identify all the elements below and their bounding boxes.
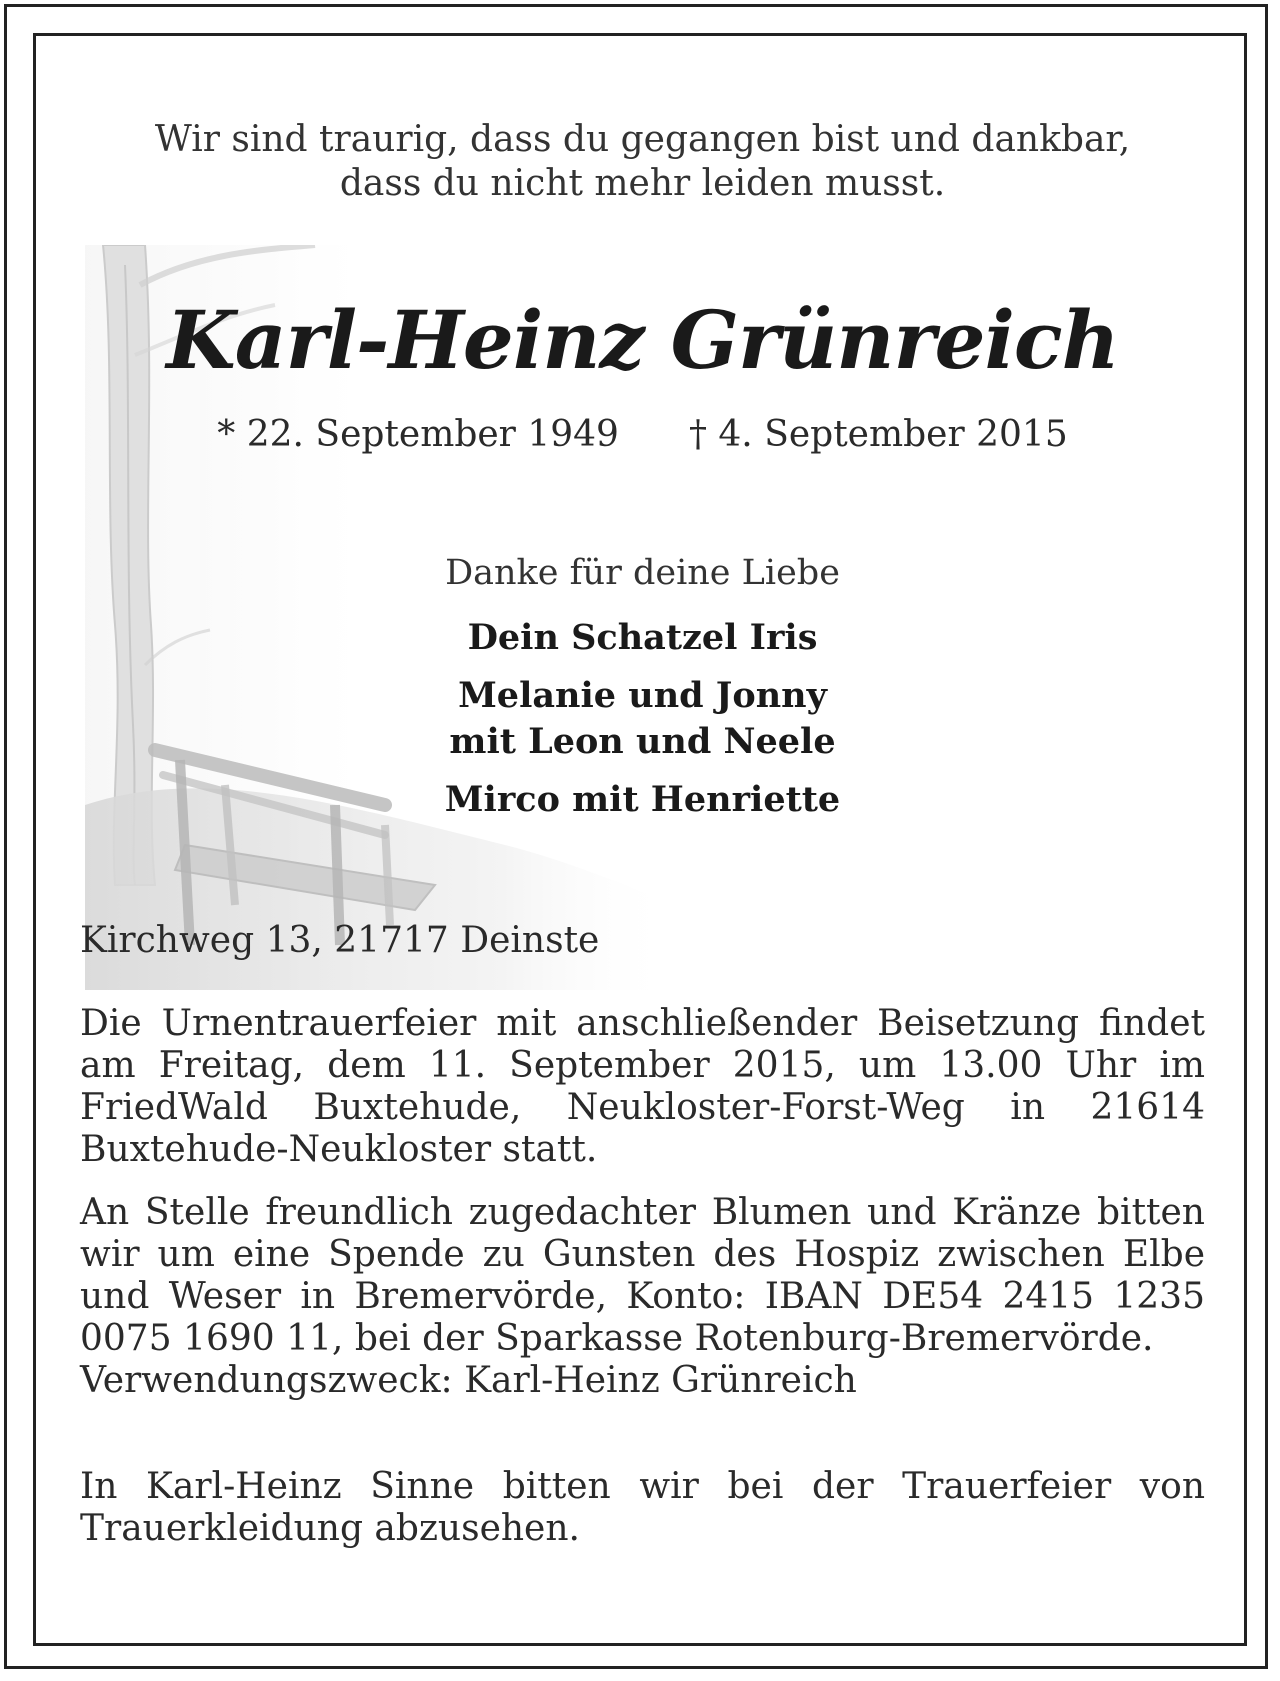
mourner-line: Melanie und Jonny: [458, 675, 827, 716]
donation-paragraph: An Stelle freundlich zugedachter Blumen und Kränze bitten wir um eine Spende zu Gunsten des Hospiz zwischen Elbe und Weser in Bremervörde, Konto: IBAN DE54 2415 1235 0075 1690 11, bei der Sparkasse Rotenburg-Bremervörde.: [80, 1192, 1205, 1359]
mourners-list: [80, 615, 1205, 835]
mourner-line: mit Leon und Neele: [449, 721, 836, 762]
mourner-group: [80, 615, 1205, 661]
purpose-line: Verwendungszweck: Karl-Heinz Grünreich: [80, 1360, 857, 1401]
thanks-line: Danke für deine Liebe: [445, 553, 840, 593]
motto: [80, 118, 1205, 206]
donation-block: [80, 1192, 1205, 1402]
ceremony-paragraph: Die Urnentrauerfeier mit anschließender Beisetzung findet am Freitag, dem 11. September 2015, um 13.00 Uhr im FriedWald Buxtehude, Neukloster-Forst-Weg in 21614 Buxtehude-Neukloster statt.: [80, 1003, 1205, 1170]
mourner-line: Mirco mit Henriette: [444, 779, 841, 820]
life-dates: [80, 412, 1205, 458]
mourner-group: [80, 673, 1205, 765]
mourner-line: Dein Schatzel Iris: [467, 617, 818, 658]
death-date: † 4. September 2015: [688, 414, 1068, 455]
address: Kirchweg 13, 21717 Deinste: [80, 920, 600, 961]
motto-line-1: Wir sind traurig, dass du gegangen bist und dankbar,: [154, 119, 1131, 160]
deceased-name: Karl-Heinz Grünreich: [166, 293, 1119, 387]
attire-paragraph: In Karl-Heinz Sinne bitten wir bei der Trauerfeier von Trauerkleidung abzusehen.: [80, 1466, 1205, 1549]
birth-date: * 22. September 1949: [217, 414, 619, 455]
mourner-group: [80, 777, 1205, 823]
motto-line-2: dass du nicht mehr leiden musst.: [339, 163, 946, 204]
